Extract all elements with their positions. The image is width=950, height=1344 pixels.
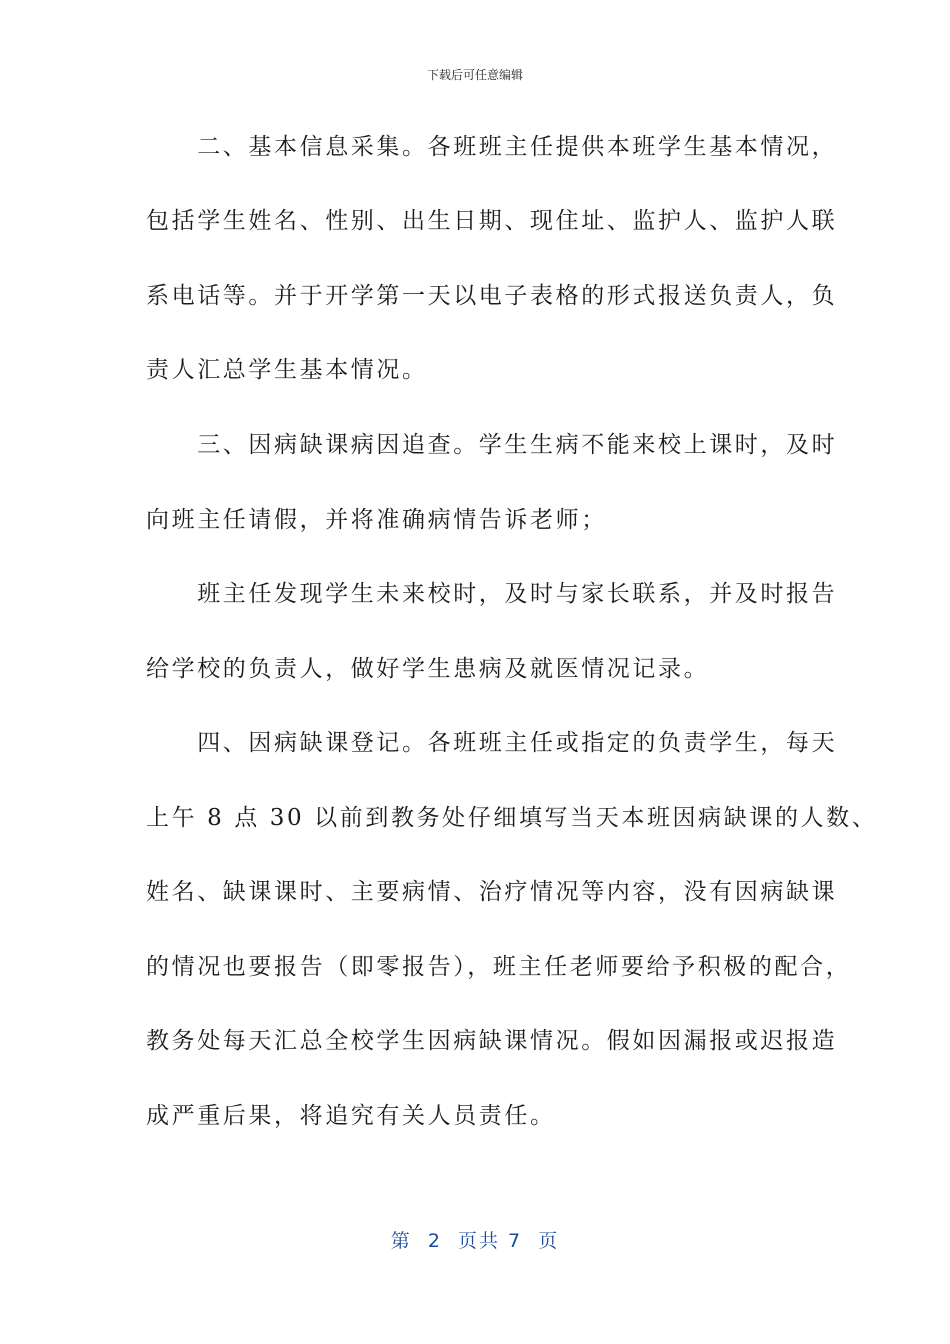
page-footer (0, 1226, 950, 1253)
paragraph-line: 系电话等。并于开学第一天以电子表格的形式报送负责人，负 (146, 283, 838, 309)
paragraph-line: 包括学生姓名、性别、出生日期、现住址、监护人、监护人联 (146, 208, 838, 234)
paragraph-line: 班主任发现学生未来校时，及时与家长联系，并及时报告 (146, 581, 838, 607)
paragraph-line: 二、基本信息采集。各班班主任提供本班学生基本情况， (146, 134, 838, 160)
paragraph-line: 成严重后果，将追究有关人员责任。 (146, 1103, 556, 1129)
paragraph-line: 姓名、缺课课时、主要病情、治疗情况等内容，没有因病缺课 (146, 879, 838, 905)
paragraph-line: 向班主任请假，并将准确病情告诉老师； (146, 507, 607, 533)
paragraph-line: 三、因病缺课病因追查。学生生病不能来校上课时，及时 (146, 432, 838, 458)
paragraph-line: 四、因病缺课登记。各班班主任或指定的负责学生，每天 (146, 730, 838, 756)
paragraph-line: 的情况也要报告（即零报告），班主任老师要给予积极的配合， (146, 954, 852, 980)
paragraph-line: 责人汇总学生基本情况。 (146, 357, 428, 383)
paragraph-line: 上午 8 点 30 以前到教务处仔细填写当天本班因病缺课的人数、 (146, 805, 878, 831)
page-header: 下载后可任意编辑 (426, 68, 523, 82)
page-number: 第 2 页共 7 页 (390, 1230, 560, 1252)
paragraph-line: 给学校的负责人，做好学生患病及就医情况记录。 (146, 656, 710, 682)
paragraph-line: 教务处每天汇总全校学生因病缺课情况。假如因漏报或迟报造 (146, 1028, 838, 1054)
